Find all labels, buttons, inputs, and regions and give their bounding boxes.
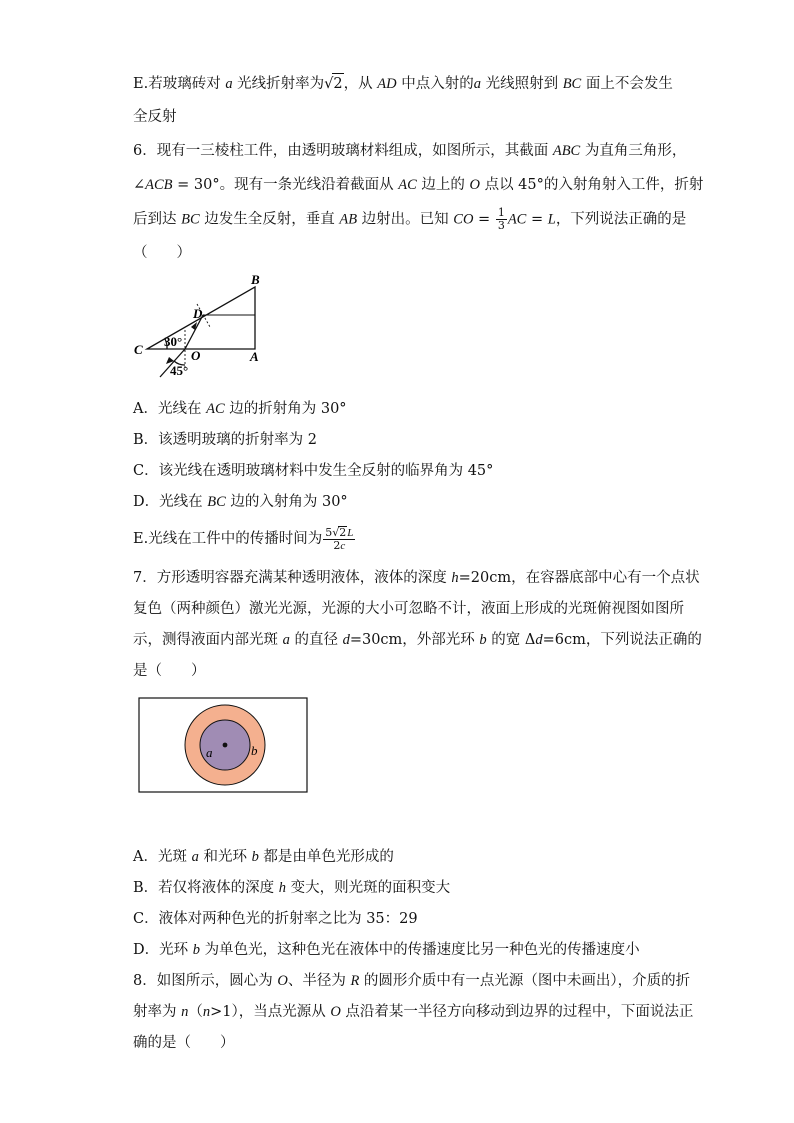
q7-stem-line1: 7．方形透明容器充满某种透明液体，液体的深度 h=20cm，在容器底部中心有一个点状 xyxy=(133,570,700,586)
q6-stem-line1: 6．现有一三棱柱工件，由透明玻璃材料组成，如图所示，其截面 ABC 为直角三角形， xyxy=(133,143,687,159)
light-source-dot xyxy=(223,743,228,748)
sqrt-symbol: √ xyxy=(324,76,334,92)
q6-answer-paren: （ ） xyxy=(133,245,191,261)
q8-stem-line1: 8．如图所示，圆心为 O、半径为 R 的圆形介质中有一点光源（图中未画出），介质的折 xyxy=(133,973,691,989)
q6-option-c: C．该光线在透明玻璃材料中发生全反射的临界角为 45° xyxy=(133,463,494,479)
q5-option-e-line2: 全反射 xyxy=(133,109,177,125)
q8-stem-line3: 确的是（ ） xyxy=(133,1035,235,1051)
prism-diagram xyxy=(130,270,280,385)
q7-stem-line3: 示，测得液面内部光斑 a 的直径 d=30cm，外部光环 b 的宽 Δd=6cm，下列说法正确的 xyxy=(133,632,702,648)
q6-stem-line2: ∠ACB = 30°。现有一条光线沿着截面从 AC 边上的 O 点以 45°的入射角射入工件，折射 xyxy=(133,177,704,193)
q7-option-b: B．若仅将液体的深度 h 变大，则光斑的面积变大 xyxy=(133,880,451,896)
q7-option-d: D．光环 b 为单色光，这种色光在液体中的传播速度比另一种色光的传播速度小 xyxy=(133,942,640,958)
q7-option-c: C．液体对两种色光的折射率之比为 35：29 xyxy=(133,911,418,927)
q7-stem-line2: 复色（两种颜色）激光光源，光源的大小可忽略不计，液面上形成的光斑俯视图如图所 xyxy=(133,601,684,617)
q5-option-e-line1: E.若玻璃砖对 a 光线折射率为√2，从 AD 中点入射的a 光线照射到 BC 面上不会发生 xyxy=(133,73,673,94)
fraction-time: $\frac{5√2L}{2c}$ xyxy=(325,526,354,552)
q8-stem-line2: 射率为 n（n>1），当点光源从 O 点沿着某一半径方向移动到边界的过程中，下面说法正 xyxy=(133,1004,694,1020)
q6-option-d: D．光线在 BC 边的入射角为 30° xyxy=(133,494,348,510)
q6-option-a: A．光线在 AC 边的折射角为 30° xyxy=(133,401,347,417)
label-b: b xyxy=(251,743,258,758)
label-30deg: 30° xyxy=(164,334,183,349)
q7-option-a: A．光斑 a 和光环 b 都是由单色光形成的 xyxy=(133,849,394,865)
label-b: B xyxy=(251,272,260,287)
q6-option-e: E.光线在工件中的传播时间为 $\frac{5√2L}{2c}$ xyxy=(133,526,354,552)
label-a: A xyxy=(250,349,259,364)
label-a: a xyxy=(206,745,213,760)
q6-stem-line3: 后到达 BC 边发生全反射，垂直 AB 边射出。已知 CO = $\frac{1}{3}$ AC = L，下列说法正确的是 xyxy=(133,206,687,232)
label-d: D xyxy=(193,306,203,321)
q6-option-b: B．该透明玻璃的折射率为 2 xyxy=(133,432,317,448)
sqrt-symbol: √ xyxy=(332,526,340,539)
light-spot-diagram xyxy=(138,697,308,793)
label-45deg: 45° xyxy=(170,363,189,378)
sqrt-radicand: 2 xyxy=(332,73,343,94)
label-c: C xyxy=(134,342,143,357)
q7-stem-line4: 是（ ） xyxy=(133,663,206,679)
fraction-one-third: $\frac{1}{3}$ xyxy=(497,206,505,232)
label-o: O xyxy=(191,348,201,363)
